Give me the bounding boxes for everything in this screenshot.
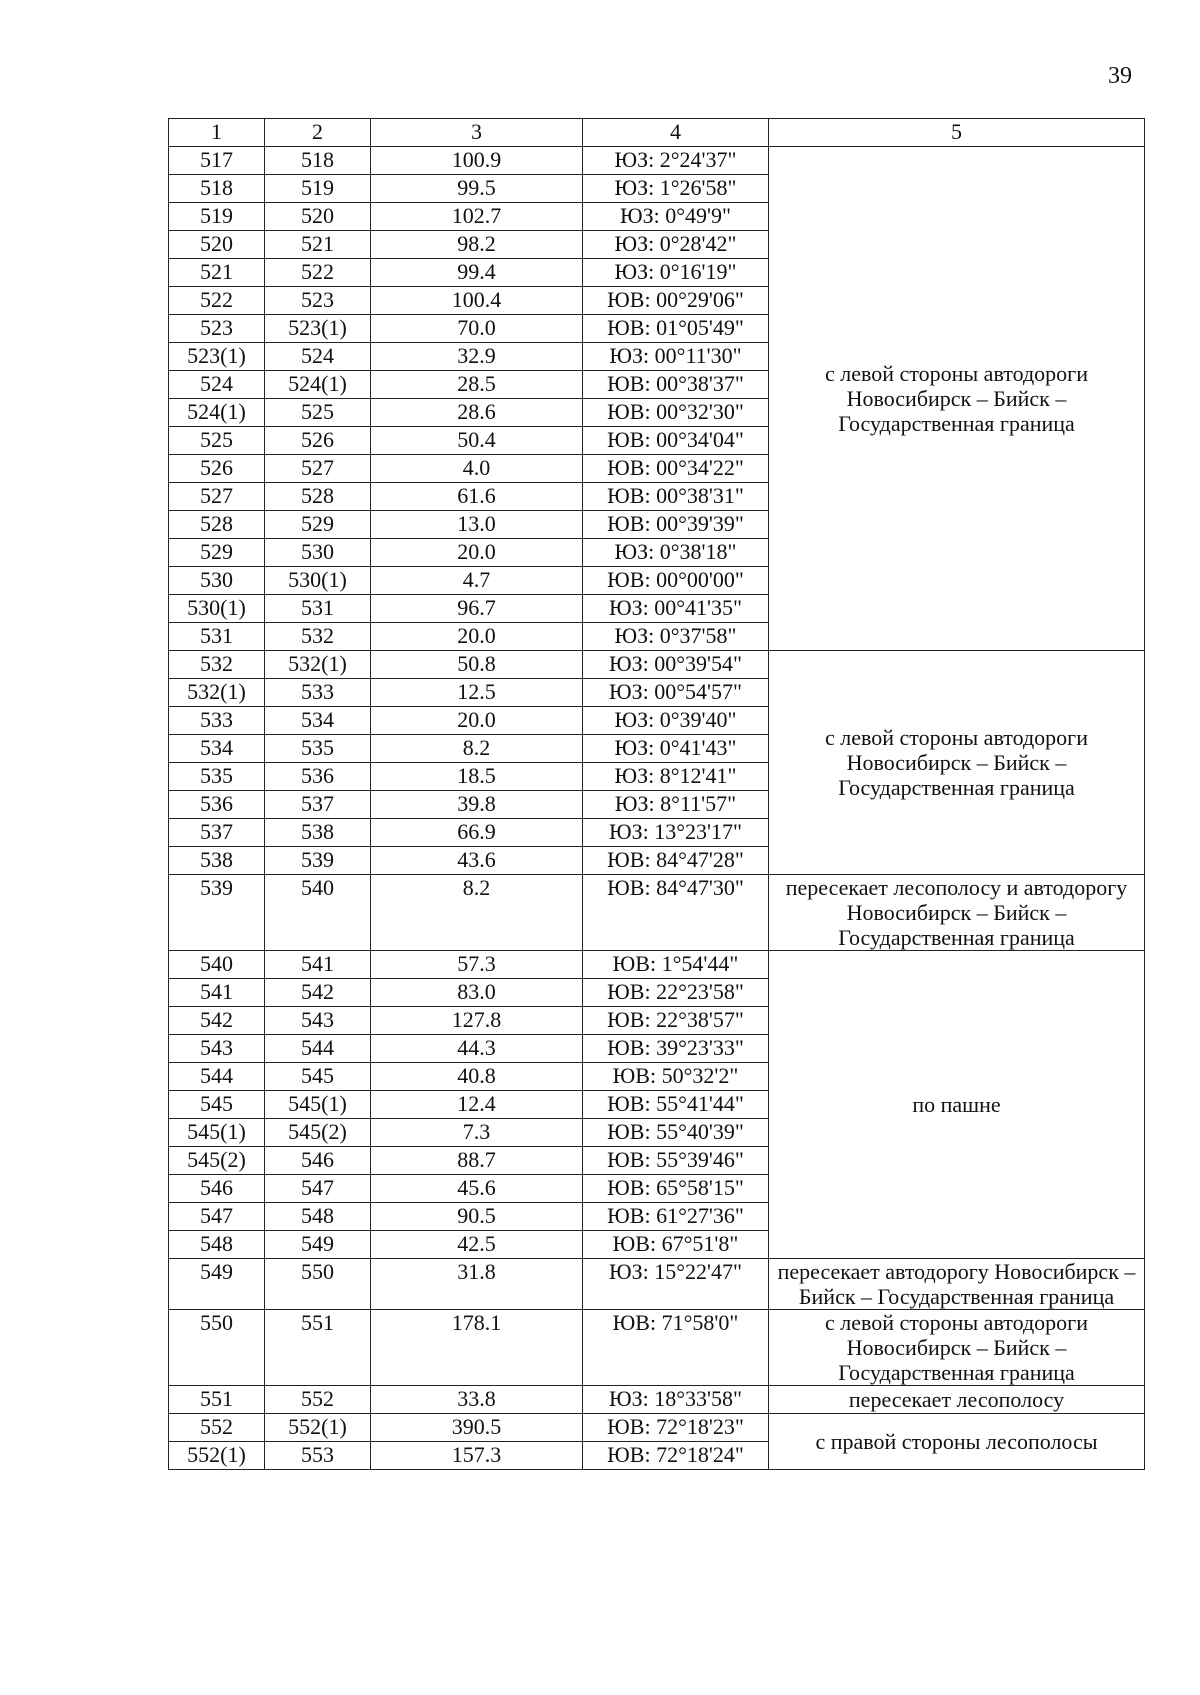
bearing: ЮВ: 1°54'44" — [583, 951, 769, 979]
from-point: 549 — [169, 1259, 265, 1310]
from-point: 518 — [169, 175, 265, 203]
from-point: 545(2) — [169, 1147, 265, 1175]
distance: 390.5 — [371, 1414, 583, 1442]
from-point: 540 — [169, 951, 265, 979]
distance: 157.3 — [371, 1442, 583, 1470]
table-row — [169, 147, 1145, 175]
segment-description: с левой стороны автодороги Новосибирск – Бийск – Государственная граница — [769, 1310, 1145, 1386]
bearing: ЮЗ: 13°23'17" — [583, 819, 769, 847]
distance: 83.0 — [371, 979, 583, 1007]
to-point: 527 — [265, 455, 371, 483]
bearing: ЮВ: 00°00'00" — [583, 567, 769, 595]
to-point: 523 — [265, 287, 371, 315]
distance: 20.0 — [371, 707, 583, 735]
distance: 127.8 — [371, 1007, 583, 1035]
to-point: 525 — [265, 399, 371, 427]
distance: 8.2 — [371, 735, 583, 763]
bearing: ЮЗ: 00°54'57" — [583, 679, 769, 707]
to-point: 535 — [265, 735, 371, 763]
to-point: 520 — [265, 203, 371, 231]
to-point: 546 — [265, 1147, 371, 1175]
from-point: 531 — [169, 623, 265, 651]
segment-description: с правой стороны лесополосы — [769, 1414, 1145, 1470]
bearing: ЮВ: 55°39'46" — [583, 1147, 769, 1175]
column-header: 2 — [265, 119, 371, 147]
from-point: 538 — [169, 847, 265, 875]
from-point: 526 — [169, 455, 265, 483]
distance: 20.0 — [371, 623, 583, 651]
table-header-row — [169, 119, 1145, 147]
to-point: 551 — [265, 1310, 371, 1386]
bearing: ЮВ: 00°32'30" — [583, 399, 769, 427]
from-point: 517 — [169, 147, 265, 175]
bearing: ЮЗ: 0°16'19" — [583, 259, 769, 287]
bearing: ЮЗ: 2°24'37" — [583, 147, 769, 175]
distance: 32.9 — [371, 343, 583, 371]
distance: 13.0 — [371, 511, 583, 539]
from-point: 541 — [169, 979, 265, 1007]
bearing: ЮВ: 00°34'04" — [583, 427, 769, 455]
bearing: ЮВ: 50°32'2" — [583, 1063, 769, 1091]
distance: 88.7 — [371, 1147, 583, 1175]
bearing: ЮЗ: 0°38'18" — [583, 539, 769, 567]
bearing: ЮЗ: 15°22'47" — [583, 1259, 769, 1310]
to-point: 545(1) — [265, 1091, 371, 1119]
to-point: 532(1) — [265, 651, 371, 679]
to-point: 523(1) — [265, 315, 371, 343]
to-point: 519 — [265, 175, 371, 203]
from-point: 550 — [169, 1310, 265, 1386]
segment-description: с левой стороны автодороги Новосибирск – Бийск – Государственная граница — [769, 651, 1145, 875]
distance: 8.2 — [371, 875, 583, 951]
bearing: ЮЗ: 0°37'58" — [583, 623, 769, 651]
distance: 18.5 — [371, 763, 583, 791]
to-point: 545(2) — [265, 1119, 371, 1147]
to-point: 524 — [265, 343, 371, 371]
bearing: ЮВ: 72°18'24" — [583, 1442, 769, 1470]
from-point: 551 — [169, 1386, 265, 1414]
from-point: 535 — [169, 763, 265, 791]
distance: 45.6 — [371, 1175, 583, 1203]
to-point: 536 — [265, 763, 371, 791]
to-point: 539 — [265, 847, 371, 875]
from-point: 537 — [169, 819, 265, 847]
distance: 99.5 — [371, 175, 583, 203]
distance: 50.8 — [371, 651, 583, 679]
to-point: 533 — [265, 679, 371, 707]
segment-description: пересекает автодорогу Новосибирск – Бийск – Государственная граница — [769, 1259, 1145, 1310]
to-point: 532 — [265, 623, 371, 651]
bearing: ЮВ: 00°29'06" — [583, 287, 769, 315]
segment-description: с левой стороны автодороги Новосибирск – Бийск – Государственная граница — [769, 147, 1145, 651]
column-header: 4 — [583, 119, 769, 147]
distance: 44.3 — [371, 1035, 583, 1063]
from-point: 534 — [169, 735, 265, 763]
to-point: 530(1) — [265, 567, 371, 595]
to-point: 530 — [265, 539, 371, 567]
to-point: 529 — [265, 511, 371, 539]
from-point: 542 — [169, 1007, 265, 1035]
from-point: 529 — [169, 539, 265, 567]
bearing: ЮЗ: 8°11'57" — [583, 791, 769, 819]
bearing: ЮЗ: 00°39'54" — [583, 651, 769, 679]
bearing: ЮВ: 22°38'57" — [583, 1007, 769, 1035]
bearing: ЮВ: 67°51'8" — [583, 1231, 769, 1259]
to-point: 528 — [265, 483, 371, 511]
distance: 42.5 — [371, 1231, 583, 1259]
distance: 99.4 — [371, 259, 583, 287]
table-row — [169, 875, 1145, 951]
boundary-table — [168, 118, 1145, 1470]
distance: 98.2 — [371, 231, 583, 259]
from-point: 546 — [169, 1175, 265, 1203]
to-point: 526 — [265, 427, 371, 455]
from-point: 521 — [169, 259, 265, 287]
table-row — [169, 1310, 1145, 1386]
to-point: 531 — [265, 595, 371, 623]
segment-description: пересекает лесополосу и автодорогу Новосибирск – Бийск – Государственная граница — [769, 875, 1145, 951]
distance: 50.4 — [371, 427, 583, 455]
to-point: 542 — [265, 979, 371, 1007]
from-point: 530(1) — [169, 595, 265, 623]
to-point: 543 — [265, 1007, 371, 1035]
to-point: 549 — [265, 1231, 371, 1259]
from-point: 525 — [169, 427, 265, 455]
from-point: 547 — [169, 1203, 265, 1231]
distance: 31.8 — [371, 1259, 583, 1310]
bearing: ЮВ: 84°47'30" — [583, 875, 769, 951]
bearing: ЮЗ: 18°33'58" — [583, 1386, 769, 1414]
distance: 12.5 — [371, 679, 583, 707]
bearing: ЮВ: 22°23'58" — [583, 979, 769, 1007]
table-row — [169, 1259, 1145, 1310]
distance: 40.8 — [371, 1063, 583, 1091]
from-point: 519 — [169, 203, 265, 231]
bearing: ЮЗ: 00°41'35" — [583, 595, 769, 623]
to-point: 550 — [265, 1259, 371, 1310]
from-point: 524 — [169, 371, 265, 399]
to-point: 548 — [265, 1203, 371, 1231]
bearing: ЮЗ: 8°12'41" — [583, 763, 769, 791]
from-point: 539 — [169, 875, 265, 951]
to-point: 553 — [265, 1442, 371, 1470]
bearing: ЮЗ: 0°39'40" — [583, 707, 769, 735]
from-point: 544 — [169, 1063, 265, 1091]
bearing: ЮВ: 00°34'22" — [583, 455, 769, 483]
to-point: 544 — [265, 1035, 371, 1063]
distance: 96.7 — [371, 595, 583, 623]
from-point: 520 — [169, 231, 265, 259]
distance: 90.5 — [371, 1203, 583, 1231]
to-point: 537 — [265, 791, 371, 819]
to-point: 538 — [265, 819, 371, 847]
to-point: 524(1) — [265, 371, 371, 399]
distance: 4.0 — [371, 455, 583, 483]
from-point: 536 — [169, 791, 265, 819]
from-point: 530 — [169, 567, 265, 595]
bearing: ЮВ: 61°27'36" — [583, 1203, 769, 1231]
to-point: 552(1) — [265, 1414, 371, 1442]
bearing: ЮВ: 84°47'28" — [583, 847, 769, 875]
distance: 100.4 — [371, 287, 583, 315]
distance: 178.1 — [371, 1310, 583, 1386]
to-point: 552 — [265, 1386, 371, 1414]
distance: 102.7 — [371, 203, 583, 231]
column-header: 1 — [169, 119, 265, 147]
distance: 66.9 — [371, 819, 583, 847]
from-point: 552(1) — [169, 1442, 265, 1470]
distance: 28.5 — [371, 371, 583, 399]
column-header: 5 — [769, 119, 1145, 147]
from-point: 527 — [169, 483, 265, 511]
to-point: 521 — [265, 231, 371, 259]
bearing: ЮВ: 39°23'33" — [583, 1035, 769, 1063]
bearing: ЮЗ: 00°11'30" — [583, 343, 769, 371]
from-point: 528 — [169, 511, 265, 539]
bearing: ЮЗ: 0°49'9" — [583, 203, 769, 231]
distance: 4.7 — [371, 567, 583, 595]
table-row — [169, 1386, 1145, 1414]
from-point: 532(1) — [169, 679, 265, 707]
bearing: ЮВ: 00°38'37" — [583, 371, 769, 399]
from-point: 523 — [169, 315, 265, 343]
bearing: ЮВ: 72°18'23" — [583, 1414, 769, 1442]
to-point: 534 — [265, 707, 371, 735]
distance: 70.0 — [371, 315, 583, 343]
to-point: 518 — [265, 147, 371, 175]
to-point: 547 — [265, 1175, 371, 1203]
table-row — [169, 951, 1145, 979]
distance: 20.0 — [371, 539, 583, 567]
distance: 43.6 — [371, 847, 583, 875]
to-point: 540 — [265, 875, 371, 951]
from-point: 532 — [169, 651, 265, 679]
to-point: 545 — [265, 1063, 371, 1091]
page-number: 39 — [1108, 63, 1132, 89]
bearing: ЮВ: 71°58'0" — [583, 1310, 769, 1386]
segment-description: пересекает лесополосу — [769, 1386, 1145, 1414]
bearing: ЮЗ: 0°41'43" — [583, 735, 769, 763]
from-point: 545(1) — [169, 1119, 265, 1147]
segment-description: по пашне — [769, 951, 1145, 1259]
distance: 100.9 — [371, 147, 583, 175]
table-row — [169, 1414, 1145, 1442]
distance: 39.8 — [371, 791, 583, 819]
distance: 61.6 — [371, 483, 583, 511]
from-point: 522 — [169, 287, 265, 315]
to-point: 541 — [265, 951, 371, 979]
bearing: ЮВ: 55°41'44" — [583, 1091, 769, 1119]
from-point: 545 — [169, 1091, 265, 1119]
column-header: 3 — [371, 119, 583, 147]
bearing: ЮЗ: 0°28'42" — [583, 231, 769, 259]
from-point: 552 — [169, 1414, 265, 1442]
table-row — [169, 651, 1145, 679]
bearing: ЮВ: 00°38'31" — [583, 483, 769, 511]
from-point: 524(1) — [169, 399, 265, 427]
distance: 57.3 — [371, 951, 583, 979]
distance: 12.4 — [371, 1091, 583, 1119]
distance: 28.6 — [371, 399, 583, 427]
from-point: 548 — [169, 1231, 265, 1259]
bearing: ЮЗ: 1°26'58" — [583, 175, 769, 203]
distance: 33.8 — [371, 1386, 583, 1414]
bearing: ЮВ: 00°39'39" — [583, 511, 769, 539]
distance: 7.3 — [371, 1119, 583, 1147]
from-point: 543 — [169, 1035, 265, 1063]
bearing: ЮВ: 55°40'39" — [583, 1119, 769, 1147]
bearing: ЮВ: 01°05'49" — [583, 315, 769, 343]
from-point: 533 — [169, 707, 265, 735]
to-point: 522 — [265, 259, 371, 287]
bearing: ЮВ: 65°58'15" — [583, 1175, 769, 1203]
from-point: 523(1) — [169, 343, 265, 371]
